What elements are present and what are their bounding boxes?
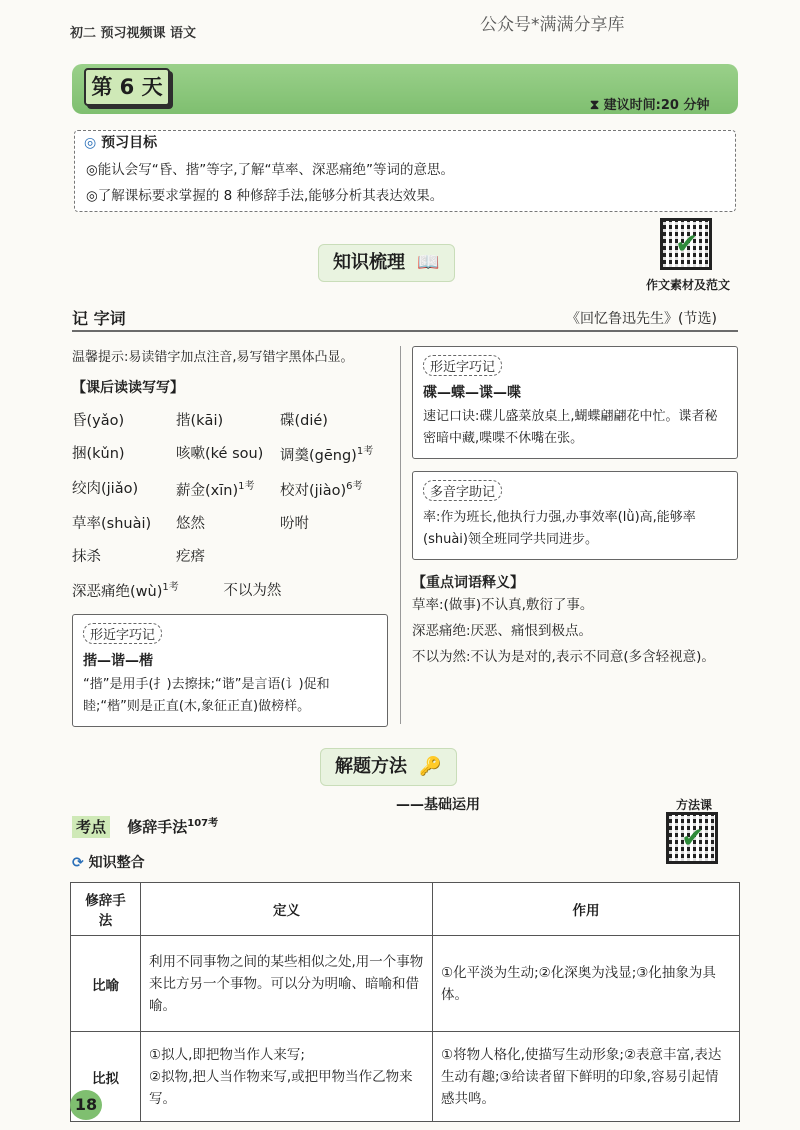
tip-text: “揩”是用手(扌)去擦抹;“谐”是言语(讠)促和睦;“楷”则是正直(木,象征正直)做榜样。: [83, 677, 330, 715]
word-sup: 6考: [346, 480, 363, 492]
tip-words: 碟—蝶—谍—喋: [423, 385, 521, 401]
tip-box-left: [72, 614, 388, 727]
source-title: 《回忆鲁迅先生》(节选): [566, 311, 717, 327]
word-text: 碟(dié): [280, 413, 328, 429]
word-sup: 1考: [356, 446, 374, 457]
table-row: [71, 936, 740, 1032]
book-icon: 📖: [417, 252, 440, 273]
suggest-time: [590, 94, 710, 113]
word-text: 揩(kāi): [176, 413, 224, 429]
word-item: [72, 512, 176, 533]
word-item: [176, 477, 280, 500]
kaodian-topic: 修辞手法: [127, 818, 188, 836]
check-icon: ✔: [681, 821, 705, 854]
word-text: 昏(yǎo): [72, 413, 125, 429]
section-methods-label: 解题方法: [335, 756, 407, 777]
table-header-row: [71, 883, 740, 936]
rhetoric-table: [70, 882, 740, 1122]
zhishi-text: 知识整合: [88, 855, 145, 871]
word-last-row: [72, 578, 388, 601]
table-cell-use: ①将物人格化,使描写生动形象;②表意丰富,表达生动有趣;③给读者留下鲜明的印象,容易引起情感共鸣。: [433, 1032, 740, 1122]
section-methods-sub: ——基础运用: [396, 797, 480, 813]
qr-code-essay[interactable]: [660, 218, 712, 270]
word-item: [72, 409, 176, 430]
table-cell-name: 比拟: [71, 1032, 141, 1122]
table-cell-def: ①拟人,即把物当作人来写; ②拟物,把人当作物来写,或把甲物当作乙物来写。: [141, 1032, 433, 1122]
goal-item-1: ◎能认会写“昏、揩”等字,了解“草率、深恶痛绝”等词的意思。: [86, 162, 455, 178]
word-text: 调羹(gēng): [280, 447, 357, 464]
key-icon: 🔑: [419, 756, 442, 777]
check-icon: ✔: [675, 227, 699, 260]
word-item: [176, 409, 280, 430]
target-icon: ◎: [84, 135, 97, 151]
kaodian-sup: 107考: [187, 818, 219, 829]
page-number: 18: [70, 1090, 102, 1120]
tip-tag: 多音字助记: [423, 480, 502, 501]
table-header: 定义: [141, 883, 433, 936]
list-title: 【课后读读写写】: [72, 380, 184, 396]
tip-words: 揩—谐—楷: [83, 653, 153, 670]
section-methods: [320, 748, 457, 786]
word-text: 抹杀: [72, 548, 101, 565]
word-item: [72, 545, 176, 566]
section-knowledge-label: 知识梳理: [333, 252, 405, 273]
table-cell-name: 比喻: [71, 936, 141, 1032]
def-item-2: 深恶痛绝:厌恶、痛恨到极点。: [412, 623, 593, 639]
hourglass-icon: ⧗: [590, 98, 600, 113]
qr-code-method[interactable]: [666, 812, 718, 864]
word-text: 咳嗽(ké sou): [176, 446, 264, 462]
word-item: [176, 545, 280, 566]
word-item: [176, 512, 280, 533]
watermark: 公众号*满满分享库: [480, 15, 625, 35]
def-item-3: 不以为然:不认为是对的,表示不同意(多含轻视意)。: [412, 649, 715, 665]
word-text: 绞肉(jiǎo): [72, 480, 139, 497]
suggest-time-text: 建议时间:20 分钟: [603, 98, 710, 113]
kaodian: [72, 814, 218, 837]
word-item: 深恶痛绝(wù): [72, 583, 163, 600]
table-row: [71, 1032, 740, 1122]
def-item-1: 草率:(做事)不认真,敷衍了事。: [412, 597, 594, 613]
tip-tag: 形近字巧记: [83, 623, 162, 644]
table-cell-use: ①化平淡为生动;②化深奥为浅显;③化抽象为具体。: [433, 936, 740, 1032]
refresh-icon: ⟳: [72, 855, 84, 871]
word-text: 悠然: [176, 515, 205, 532]
zhishi-title: [72, 852, 145, 872]
qr-caption-method: 方法课: [676, 798, 713, 812]
defs-title: 【重点词语释义】: [412, 575, 524, 591]
goal-item-2: ◎了解课标要求掌握的 8 种修辞手法,能够分析其表达效果。: [86, 188, 444, 204]
word-text: 草率(shuài): [72, 515, 152, 532]
words-column: [72, 346, 388, 727]
grade-label: 初二 预习视频课 语文: [70, 26, 197, 41]
word-item: [280, 512, 388, 533]
word-item: 不以为然: [223, 583, 282, 600]
word-sup: 1考: [162, 581, 179, 593]
word-text: 疙瘩: [176, 548, 205, 565]
tip-box-right-2: [412, 471, 738, 560]
word-text: 吩咐: [280, 515, 309, 532]
word-item: [72, 442, 176, 465]
divider: [72, 330, 738, 332]
tip-tag: 形近字巧记: [423, 355, 502, 376]
word-item: [280, 442, 388, 465]
word-text: 捆(kǔn): [72, 446, 125, 462]
day-label: 第 6 天: [84, 68, 170, 106]
word-text: 校对(jiào): [280, 482, 347, 499]
right-column: [412, 346, 738, 670]
section-knowledge: [318, 244, 455, 282]
goals-title-text: 预习目标: [101, 135, 158, 151]
qr-caption-essay: 作文素材及范文: [646, 278, 731, 292]
word-text: 薪金(xīn): [176, 482, 239, 499]
word-grid: [72, 409, 388, 566]
tip-text: 率:作为班长,他执行力强,办事效率(lǜ)高,能够率(shuài)领全班同学共同进步。: [423, 510, 696, 547]
goals-title: [84, 132, 157, 152]
word-item: [280, 477, 388, 500]
tip-text: 速记口诀:碟儿盛菜放桌上,蝴蝶翩翩花中忙。谍者秘密暗中藏,喋喋不休嘴在张。: [423, 409, 718, 446]
table-cell-def: 利用不同事物之间的某些相似之处,用一个事物来比方另一个事物。可以分为明喻、暗喻和借喻。: [141, 936, 433, 1032]
word-item: [72, 477, 176, 500]
word-sup: 1考: [238, 480, 255, 492]
word-item: [280, 409, 388, 430]
word-item: [176, 442, 280, 465]
words-title: 记 字词: [72, 309, 126, 328]
warm-tip: 温馨提示:易读错字加点注音,易写错字黑体凸显。: [72, 350, 354, 365]
table-header: 修辞手法: [71, 883, 141, 936]
column-divider: [400, 346, 401, 724]
kaodian-label: 考点: [72, 816, 110, 838]
table-header: 作用: [433, 883, 740, 936]
tip-box-right-1: [412, 346, 738, 459]
